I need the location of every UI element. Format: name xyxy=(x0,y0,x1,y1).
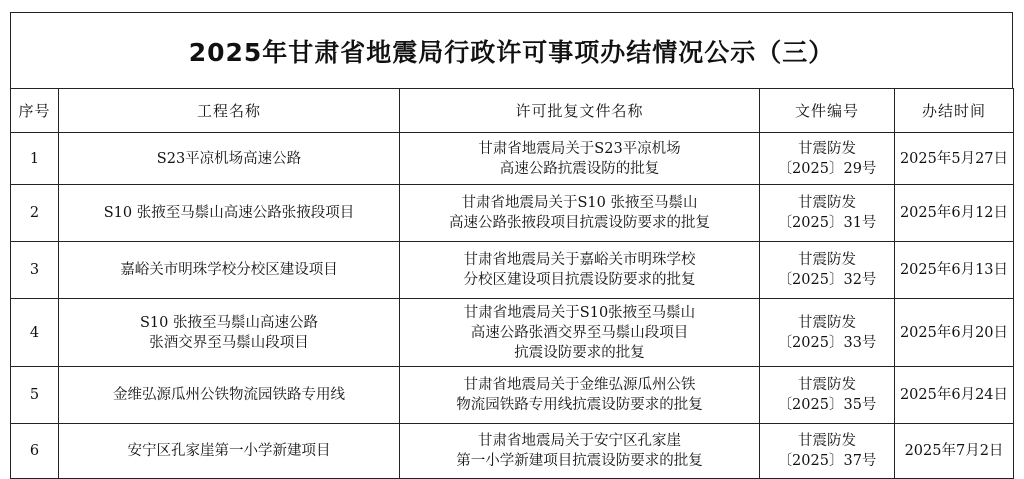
approval-document-line: 第一小学新建项目抗震设防要求的批复 xyxy=(456,453,703,469)
document-number-line: 甘震防发 xyxy=(798,314,856,331)
document-number xyxy=(760,185,895,242)
approval-document-line: 分校区建设项目抗震设防要求的批复 xyxy=(463,272,696,288)
page-title: 2025年甘肃省地震局行政许可事项办结情况公示（三） xyxy=(10,12,1013,88)
header-approval-document: 许可批复文件名称 xyxy=(400,89,760,133)
approval-document-line: 高速公路抗震设防的批复 xyxy=(499,160,660,177)
document-number xyxy=(760,424,895,479)
document-number-line: 甘震防发 xyxy=(798,377,856,393)
completion-date: 2025年6月24日 xyxy=(895,367,1014,424)
document-number-line: 〔2025〕37号 xyxy=(777,453,877,469)
completion-date: 2025年6月13日 xyxy=(895,242,1014,299)
table-row xyxy=(11,299,1014,367)
table-body xyxy=(11,133,1014,479)
approval-document xyxy=(400,424,760,479)
approval-document-line: 高速公路张酒交界至马鬃山段项目 xyxy=(470,324,689,341)
table-row xyxy=(11,367,1014,424)
approval-document-line: 高速公路张掖段项目抗震设防要求的批复 xyxy=(449,215,710,231)
row-number: 6 xyxy=(11,424,59,479)
project-name-line: 张酒交界至马鬃山段项目 xyxy=(149,334,309,351)
header-project-name: 工程名称 xyxy=(59,89,400,133)
completion-date: 2025年5月27日 xyxy=(895,133,1014,185)
completion-date: 2025年7月2日 xyxy=(895,424,1014,479)
table-row xyxy=(11,424,1014,479)
project-name-line: 安宁区孔家崖第一小学新建项目 xyxy=(127,443,331,459)
row-number: 1 xyxy=(11,133,59,185)
document-number-line: 〔2025〕35号 xyxy=(777,397,877,413)
project-name-line: 金维弘源瓜州公铁物流园铁路专用线 xyxy=(113,387,345,403)
notice-document xyxy=(10,12,1013,474)
approval-document-line: 甘肃省地震局关于S23平凉机场 xyxy=(478,140,681,157)
document-number-line: 甘震防发 xyxy=(798,140,856,157)
header-document-number: 文件编号 xyxy=(760,89,895,133)
permit-table xyxy=(10,88,1014,479)
project-name-line: 嘉峪关市明珠学校分校区建设项目 xyxy=(120,262,338,278)
row-number: 3 xyxy=(11,242,59,299)
project-name xyxy=(59,367,400,424)
approval-document-line: 抗震设防要求的批复 xyxy=(514,344,645,361)
approval-document-line: 物流园铁路专用线抗震设防要求的批复 xyxy=(456,397,703,413)
document-number-line: 〔2025〕32号 xyxy=(777,272,877,288)
project-name xyxy=(59,185,400,242)
approval-document-line: 甘肃省地震局关于嘉峪关市明珠学校 xyxy=(463,252,696,268)
project-name xyxy=(59,424,400,479)
completion-date: 2025年6月12日 xyxy=(895,185,1014,242)
approval-document-line: 甘肃省地震局关于金维弘源瓜州公铁 xyxy=(463,377,696,393)
document-number xyxy=(760,367,895,424)
row-number: 4 xyxy=(11,299,59,367)
approval-document xyxy=(400,367,760,424)
project-name-line: S10 张掖至马鬃山高速公路 xyxy=(140,314,318,331)
approval-document-line: 甘肃省地震局关于S10 张掖至马鬃山 xyxy=(461,195,698,211)
document-number-line: 〔2025〕29号 xyxy=(777,160,877,177)
table-row xyxy=(11,133,1014,185)
approval-document-line: 甘肃省地震局关于S10张掖至马鬃山 xyxy=(463,304,696,321)
table-row xyxy=(11,242,1014,299)
row-number: 5 xyxy=(11,367,59,424)
document-number-line: 甘震防发 xyxy=(798,252,856,268)
project-name-line: S23平凉机场高速公路 xyxy=(156,150,302,167)
project-name-line: S10 张掖至马鬃山高速公路张掖段项目 xyxy=(103,205,355,221)
row-number: 2 xyxy=(11,185,59,242)
project-name xyxy=(59,299,400,367)
table-row xyxy=(11,185,1014,242)
approval-document xyxy=(400,185,760,242)
table-header-row xyxy=(11,89,1014,133)
document-number-line: 〔2025〕33号 xyxy=(777,334,877,351)
header-completion-date: 办结时间 xyxy=(895,89,1014,133)
project-name xyxy=(59,133,400,185)
document-number-line: 甘震防发 xyxy=(798,195,856,211)
approval-document xyxy=(400,133,760,185)
approval-document xyxy=(400,299,760,367)
document-number xyxy=(760,299,895,367)
document-number-line: 〔2025〕31号 xyxy=(777,215,877,231)
document-number-line: 甘震防发 xyxy=(798,433,856,449)
header-no: 序号 xyxy=(11,89,59,133)
approval-document xyxy=(400,242,760,299)
document-number xyxy=(760,242,895,299)
approval-document-line: 甘肃省地震局关于安宁区孔家崖 xyxy=(478,433,681,449)
document-number xyxy=(760,133,895,185)
project-name xyxy=(59,242,400,299)
completion-date: 2025年6月20日 xyxy=(895,299,1014,367)
